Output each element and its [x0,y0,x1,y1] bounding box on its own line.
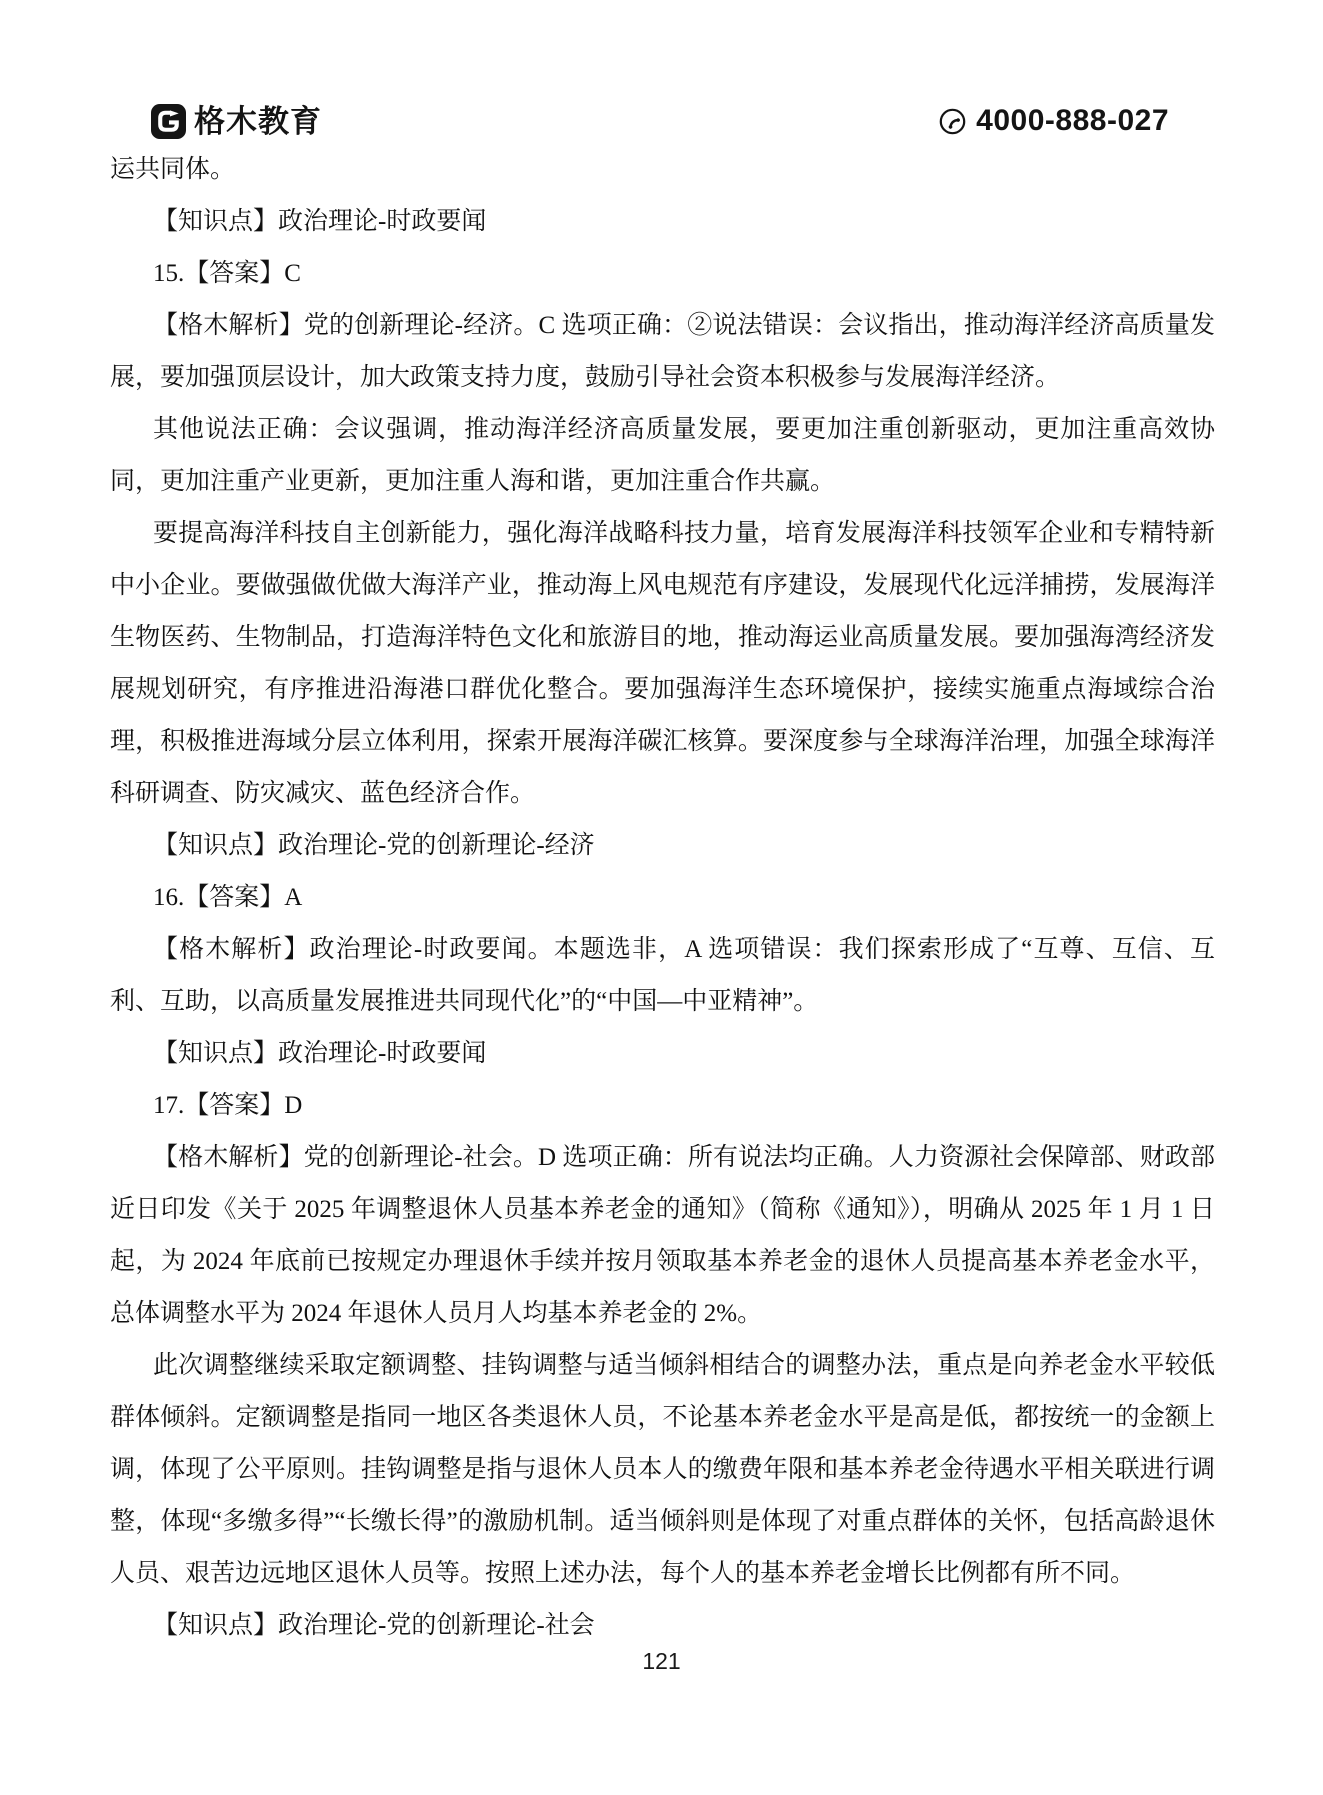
logo-text: 格木教育 [194,104,322,139]
paragraph: 其他说法正确：会议强调，推动海洋经济高质量发展，要更加注重创新驱动，更加注重高效协同，更加注重产业更新，更加注重人海和谐，更加注重合作共赢。 [110,416,1215,495]
paragraph: 【知识点】政治理论-党的创新理论-社会 [153,1612,595,1639]
paragraph: 15.【答案】C [153,260,301,287]
phone-contact [938,106,1169,136]
paragraph: 【知识点】政治理论-时政要闻 [153,208,487,235]
paragraph: 要提高海洋科技自主创新能力，强化海洋战略科技力量，培育发展海洋科技领军企业和专精特新中小企业。要做强做优做大海洋产业，推动海上风电规范有序建设，发展现代化远洋捕捞，发展海洋生物医药、生物制品，打造海洋特色文化和旅游目的地，推动海运业高质量发展。要加强海湾经济发展规划研究，有序推进沿海港口群优化整合。要加强海洋生态环境保护，接续实施重点海域综合治理，积极推进海域分层立体利用，探索开展海洋碳汇核算。要深度参与全球海洋治理，加强全球海洋科研调查、防灾减灾、蓝色经济合作。 [110,520,1215,807]
paragraph: 17.【答案】D [153,1092,303,1119]
paragraph: 16.【答案】A [153,884,303,911]
paragraph: 【知识点】政治理论-党的创新理论-经济 [153,832,595,859]
paragraph: 此次调整继续采取定额调整、挂钩调整与适当倾斜相结合的调整办法，重点是向养老金水平较低群体倾斜。定额调整是指同一地区各类退休人员，不论基本养老金水平是高是低，都按统一的金额上调，体现了公平原则。挂钩调整是指与退休人员本人的缴费年限和基本养老金待遇水平相关联进行调整，体现“多缴多得”“长缴长得”的激励机制。适当倾斜则是体现了对重点群体的关怀，包括高龄退休人员、艰苦边远地区退休人员等。按照上述办法，每个人的基本养老金增长比例都有所不同。 [110,1352,1215,1587]
paragraph: 【格木解析】政治理论-时政要闻。本题选非，A 选项错误：我们探索形成了“互尊、互信、互利、互助，以高质量发展推进共同现代化”的“中国—中亚精神”。 [110,936,1215,1015]
paragraph: 【格木解析】党的创新理论-社会。D 选项正确：所有说法均正确。人力资源社会保障部、财政部近日印发《关于 2025 年调整退休人员基本养老金的通知》（简称《通知》），明确从 2025 年 1 月 1 日起，为 2024 年底前已按规定办理退休手续并按月领取基本养老金的退休人员提高基本养老金水平，总体调整水平为 2024 年退休人员月人均基本养老金的 2%。 [110,1144,1215,1327]
phone-icon [938,107,967,136]
paragraph: 运共同体。 [110,156,236,183]
logo [151,103,322,140]
paragraph: 【格木解析】党的创新理论-经济。C 选项正确：②说法错误：会议指出，推动海洋经济高质量发展，要加强顶层设计，加大政策支持力度，鼓励引导社会资本积极参与发展海洋经济。 [110,312,1215,391]
content [110,144,1215,1652]
page-number: 121 [642,1648,681,1674]
gemu-logo-icon [151,103,186,140]
phone-number: 4000-888-027 [976,104,1169,137]
paragraph: 【知识点】政治理论-时政要闻 [153,1040,487,1067]
